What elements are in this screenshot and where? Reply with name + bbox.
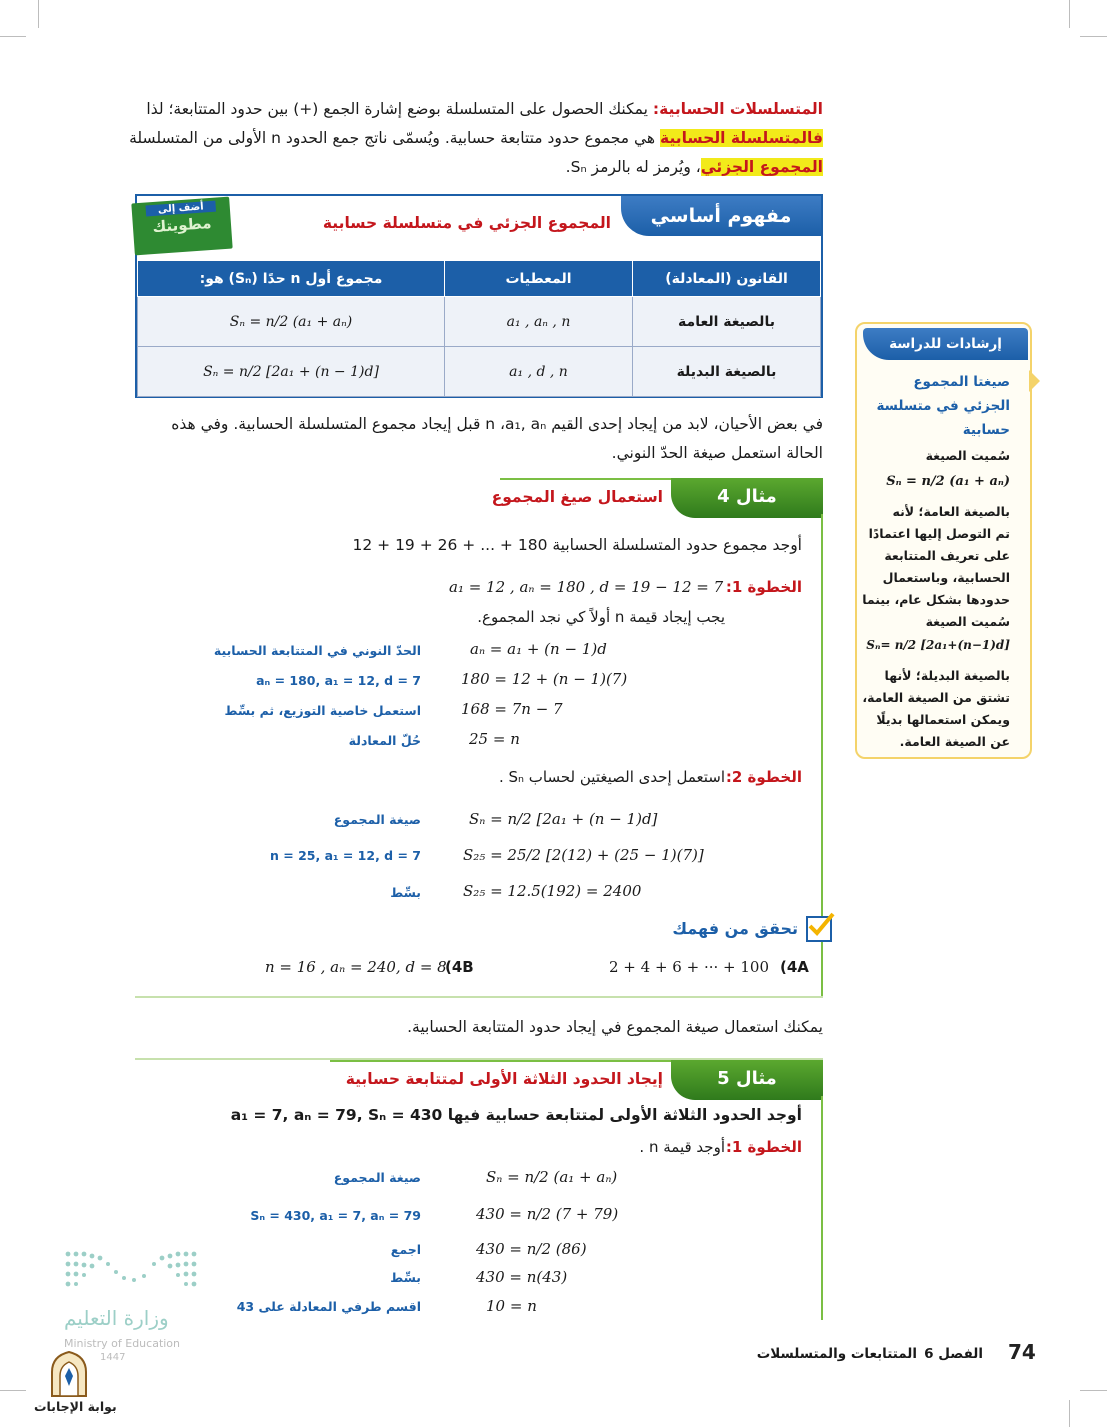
- intro-line-1-text: يمكنك الحصول على المتسلسلة بوضع إشارة الجمع (+) بين حدود المتتابعة؛ لذا: [146, 100, 648, 118]
- table-header: المعطيات: [445, 261, 633, 297]
- equation-line: 430 = n/2 (86): [476, 1240, 587, 1258]
- example-4-step1-label: الخطوة 1:: [725, 578, 802, 596]
- study-tip-title: الجزئي في متسلسة: [876, 398, 1010, 414]
- example-4-bottom-rule: [135, 996, 823, 998]
- equation-note: اقسم طرفي المعادلة على 43: [236, 1299, 421, 1314]
- table-cell: a₁ , aₙ , n: [445, 297, 633, 347]
- equation-note: صيغة المجموع: [333, 812, 421, 827]
- equation-note: n = 25, a₁ = 12, d = 7: [270, 848, 421, 863]
- equation-line: S₂₅ = 25/2 [2(12) + (25 − 1)(7)]: [463, 846, 704, 864]
- study-tip-line: بالصيغة البديلة؛ لأنها: [884, 668, 1010, 683]
- study-tip-title: حسابية: [962, 422, 1010, 438]
- table-cell: بالصيغة البديلة: [633, 347, 821, 397]
- key-concept-tab: مفهوم أساسي: [621, 196, 821, 236]
- partial-sum-table: [137, 260, 821, 397]
- table-row: [138, 297, 821, 347]
- ministry-name-en: Ministry of Education: [64, 1337, 181, 1350]
- study-tip-line: تم التوصل إليها اعتمادًا: [868, 526, 1010, 541]
- equation-note: الحدّ النوني في المتتابعة الحسابية: [213, 643, 421, 658]
- table-cell: بالصيغة العامة: [633, 297, 821, 347]
- example-5-step1-label: الخطوة 1:: [725, 1138, 802, 1156]
- key-concept-header: [137, 196, 821, 260]
- example-4-step2-label: الخطوة 2:: [725, 768, 802, 786]
- check-understanding-header: [672, 916, 840, 944]
- check-4b-label: (4B: [445, 958, 474, 976]
- equation-note: استعمل خاصية التوزيع، ثم بسِّط: [224, 703, 421, 718]
- check-understanding-title: تحقق من فهمك: [672, 919, 798, 938]
- chapter-title: المتتابعات والمتسلسلات: [756, 1346, 917, 1362]
- example-4-step2-text: استعمل إحدى الصيغتين لحساب Sₙ .: [498, 768, 725, 786]
- table-cell: Sₙ = n/2 [2a₁ + (n − 1)d]: [138, 347, 445, 397]
- study-tip-line: الحسابية، وباستعمال: [882, 570, 1010, 585]
- nth-term-line-2: الحالة استعمل صيغة الحدّ النوني.: [611, 444, 823, 462]
- trim-mark: [1080, 1390, 1107, 1391]
- example-4-prompt: أوجد مجموع حدود المتسلسلة الحسابية 180 + ... + 26 + 19 + 12: [352, 536, 802, 554]
- foldable-tag-bottom: مطويتك: [151, 213, 213, 237]
- study-tip-line: حدودها بشكل عام، بينما: [862, 592, 1010, 607]
- equation-line: S₂₅ = 12.5(192) = 2400: [463, 882, 642, 900]
- key-concept-title: المجموع الجزئي في متسلسلة حسابية: [322, 214, 611, 232]
- trim-mark: [38, 0, 39, 28]
- study-tip-title: صيغتا المجموع: [913, 374, 1010, 390]
- study-tip-line: على تعريف المتتابعة: [884, 548, 1010, 563]
- foldable-tag: [131, 197, 232, 256]
- nth-term-line-1: في بعض الأحيان، لابد من إيجاد إحدى القيم n ،a₁, aₙ قبل إيجاد مجموع المتسلسلة الحسابية. وفي هذه: [171, 415, 823, 433]
- equation-line: 430 = n(43): [476, 1268, 568, 1286]
- example-4-badge: مثال 4: [671, 478, 823, 518]
- ministry-logo-icon: [64, 1250, 198, 1290]
- equation-note: بسِّط: [390, 1270, 421, 1285]
- table-header: القانون (المعادلة): [633, 261, 821, 297]
- equation-note: بسِّط: [390, 885, 421, 900]
- table-cell: Sₙ = n/2 (a₁ + aₙ): [138, 297, 445, 347]
- example-4-step1-values: a₁ = 12 , aₙ = 180 , d = 19 − 12 = 7: [449, 578, 724, 596]
- key-concept-box: [135, 194, 823, 398]
- example-5-header: [330, 1060, 823, 1096]
- checkmark-icon: [806, 916, 832, 942]
- example-5-rule: [821, 1096, 823, 1320]
- study-tip-line: سُميت الصيغة: [925, 614, 1010, 629]
- equation-line: 10 = n: [486, 1297, 537, 1315]
- equation-line: 430 = n/2 (7 + 79): [476, 1205, 619, 1223]
- ministry-year: 1447: [100, 1352, 126, 1363]
- site-name: بوابة الإجابات: [34, 1399, 117, 1414]
- equation-note: Sₙ = 430, a₁ = 7, aₙ = 79: [250, 1208, 421, 1223]
- example-5-prompt: أوجد الحدود الثلاثة الأولى لمتتابعة حسابية فيها a₁ = 7, aₙ = 79, Sₙ = 430: [230, 1106, 802, 1124]
- check-4a-label: (4A: [780, 958, 809, 976]
- intro-line-2: [123, 124, 823, 153]
- check-4b-problem: n = 16 , aₙ = 240, d = 8: [265, 958, 447, 976]
- study-tip-formula: Sₙ = n/2 (a₁ + aₙ): [886, 474, 1010, 489]
- equation-note: حُلّ المعادلة: [348, 733, 421, 748]
- study-tip-formula: Sₙ= n/2 [2a₁+(n−1)d]: [866, 638, 1010, 652]
- site-logo-icon: [48, 1350, 90, 1398]
- term-arithmetic-series: المتسلسلات الحسابية:: [652, 100, 823, 118]
- study-tip-line: تشتق من الصيغة العامة،: [862, 690, 1010, 705]
- intro-line-3: [123, 153, 823, 182]
- table-header: مجموع أول n حدًا (Sₙ) هو:: [138, 261, 445, 297]
- example-4-title: استعمال صيغ المجموع: [491, 488, 663, 506]
- trim-mark: [1069, 0, 1070, 28]
- example-5-title: إيجاد الحدود الثلاثة الأولى لمتتابعة حسابية: [345, 1070, 663, 1088]
- foldable-tag-top: أضف إلى: [145, 201, 216, 217]
- study-tip-line: بالصيغة العامة؛ لأنه: [892, 504, 1010, 519]
- chapter-label: الفصل 6: [924, 1346, 983, 1362]
- study-tip-line: ويمكن استعمالها بديلًا: [876, 712, 1010, 727]
- table-row: [138, 347, 821, 397]
- example-4-step1-note: يجب إيجاد قيمة n أولاً كي نجد المجموع.: [477, 608, 725, 626]
- check-4a-problem: 2 + 4 + 6 + ··· + 100: [609, 958, 769, 976]
- intro-line-2-text: هي مجموع حدود متتابعة حسابية. ويُسمّى ناتج جمع الحدود n الأولى من المتسلسلة: [129, 129, 656, 147]
- table-header-row: [138, 261, 821, 297]
- example-5-step1-text: أوجد قيمة n .: [639, 1138, 725, 1156]
- table-cell: a₁ , d , n: [445, 347, 633, 397]
- equation-line: Sₙ = n/2 [2a₁ + (n − 1)d]: [469, 810, 658, 828]
- middle-paragraph: يمكنك استعمال صيغة المجموع في إيجاد حدود المتتابعة الحسابية.: [407, 1018, 823, 1036]
- ministry-name-ar: وزارة التعليم: [64, 1306, 169, 1330]
- intro-paragraph: [123, 95, 823, 182]
- equation-note: aₙ = 180, a₁ = 12, d = 7: [256, 673, 421, 688]
- equation-note: اجمع: [390, 1242, 421, 1257]
- study-tip-line: عن الصيغة العامة.: [899, 734, 1010, 749]
- study-tip-header: إرشادات للدراسة: [863, 328, 1028, 360]
- arrow-icon: [1029, 370, 1040, 392]
- study-tip-sidebar: [855, 322, 1032, 759]
- trim-mark: [1069, 1400, 1070, 1427]
- term-arithmetic-series-def: فالمتسلسلة الحسابية: [660, 129, 823, 147]
- study-tip-line: سُميت الصيغة: [925, 448, 1010, 463]
- page-number: 74: [1008, 1340, 1036, 1364]
- equation-line: 180 = 12 + (n − 1)(7): [461, 670, 628, 688]
- equation-note: صيغة المجموع: [333, 1170, 421, 1185]
- trim-mark: [0, 1390, 26, 1391]
- nth-term-paragraph: [133, 410, 823, 468]
- equation-line: aₙ = a₁ + (n − 1)d: [470, 640, 607, 658]
- equation-line: 25 = n: [469, 730, 520, 748]
- equation-line: 168 = 7n − 7: [461, 700, 563, 718]
- term-partial-sum: المجموع الجزئي: [700, 158, 823, 176]
- equation-line: Sₙ = n/2 (a₁ + aₙ): [486, 1168, 618, 1186]
- trim-mark: [0, 36, 26, 37]
- intro-line-1: [123, 95, 823, 124]
- intro-line-3-text: ، ويُرمز له بالرمز Sₙ.: [565, 158, 701, 176]
- example-4-header: [491, 478, 823, 514]
- trim-mark: [1080, 36, 1107, 37]
- example-5-badge: مثال 5: [671, 1060, 823, 1100]
